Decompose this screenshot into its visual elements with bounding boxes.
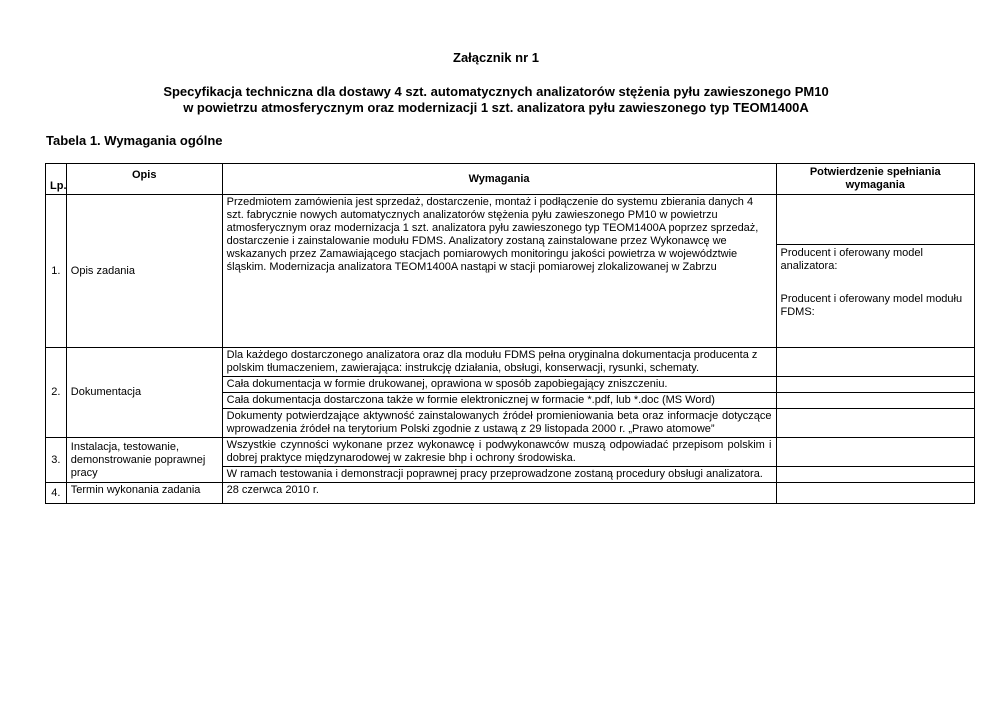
header-wymagania: Wymagania [222,164,776,195]
row3-confirm-b[interactable] [776,467,975,483]
row3-requirement-a: Wszystkie czynności wykonane przez wykonawcę i podwykonawców muszą odpowiadać przepisom polskim i dobrej praktyce międzynarodowej w zakresie bhp i ochrony środowiska. [222,438,776,467]
row4-opis: Termin wykonania zadania [66,483,222,504]
row1-confirm-blank[interactable] [776,195,975,245]
table-header-row [46,164,975,195]
row1-lp: 1. [46,195,67,348]
header-lp: Lp. [46,164,67,195]
table-caption: Tabela 1. Wymagania ogólne [46,133,223,148]
row3-confirm-a[interactable] [776,438,975,467]
row4-confirm[interactable] [776,483,975,504]
row2-confirm-a[interactable] [776,348,975,377]
row2-requirement-d: Dokumenty potwierdzające aktywność zainstalowanych źródeł promieniowania beta oraz informacje dotyczące wprowadzenia źródeł na terytorium Polski zgodnie z ustawą z 29 listopada 2000 r. „Prawo atomowe” [222,409,776,438]
row2-requirement-a: Dla każdego dostarczonego analizatora oraz dla modułu FDMS pełna oryginalna dokumentacja producenta z polskim tłumaczeniem, zawierająca: instrukcję działania, obsługi, konserwacji, rysunki, schematy. [222,348,776,377]
table-row [46,195,975,245]
row2-confirm-c[interactable] [776,393,975,409]
row3-requirement-b: W ramach testowania i demonstracji poprawnej pracy przeprowadzone zostaną procedury obsługi analizatora. [222,467,776,483]
row2-requirement-c: Cała dokumentacja dostarczona także w formie elektronicznej w formacie *.pdf, lub *.doc (MS Word) [222,393,776,409]
row2-lp: 2. [46,348,67,438]
row2-confirm-b[interactable] [776,377,975,393]
row1-confirm-fdms[interactable]: Producent i oferowany model modułu FDMS: [776,292,975,347]
row3-opis: Instalacja, testowanie, demonstrowanie poprawnej pracy [66,438,222,483]
row1-opis: Opis zadania [66,195,222,348]
row1-requirement: Przedmiotem zamówienia jest sprzedaż, dostarczenie, montaż i podłączenie do systemu zbierania danych 4 szt. fabrycznie nowych automatycznych analizatorów stężenia pyłu zawieszonego PM10 w powietrzu atmosferycznym oraz modernizacja 1 szt. analizatora pyłu zawieszonego typ TEOM1400A poprzez sprzedaż, dostarczenie i zainstalowanie modułu FDMS. Analizatory zostaną zainstalowane przez Wykonawcę we wskazanych przez Zamawiającego stacjach pomiarowych monitoringu jakości powietrza w województwie śląskim. Modernizacja analizatora TEOM1400A nastąpi w stacji pomiarowej zlokalizowanej w Zabrzu [222,195,776,348]
requirements-table [45,163,975,504]
header-potwierdzenie: Potwierdzenie spełniania wymagania [776,164,975,195]
table-row [46,483,975,504]
row3-lp: 3. [46,438,67,483]
annex-label: Załącznik nr 1 [453,50,539,65]
row1-confirm-analyzer[interactable]: Producent i oferowany model analizatora: [776,244,975,292]
table-row [46,438,975,467]
row2-confirm-d[interactable] [776,409,975,438]
title-line-2: w powietrzu atmosferycznym oraz modernizacji 1 szt. analizatora pyłu zawieszonego typ TEOM1400A [183,100,809,115]
row2-requirement-b: Cała dokumentacja w formie drukowanej, oprawiona w sposób zapobiegający zniszczeniu. [222,377,776,393]
row4-requirement: 28 czerwca 2010 r. [222,483,776,504]
row2-opis: Dokumentacja [66,348,222,438]
document-title [60,84,932,116]
header-opis: Opis [66,164,222,195]
table-row [46,348,975,377]
title-line-1: Specyfikacja techniczna dla dostawy 4 szt. automatycznych analizatorów stężenia pyłu zawieszonego PM10 [163,84,829,99]
row4-lp: 4. [46,483,67,504]
